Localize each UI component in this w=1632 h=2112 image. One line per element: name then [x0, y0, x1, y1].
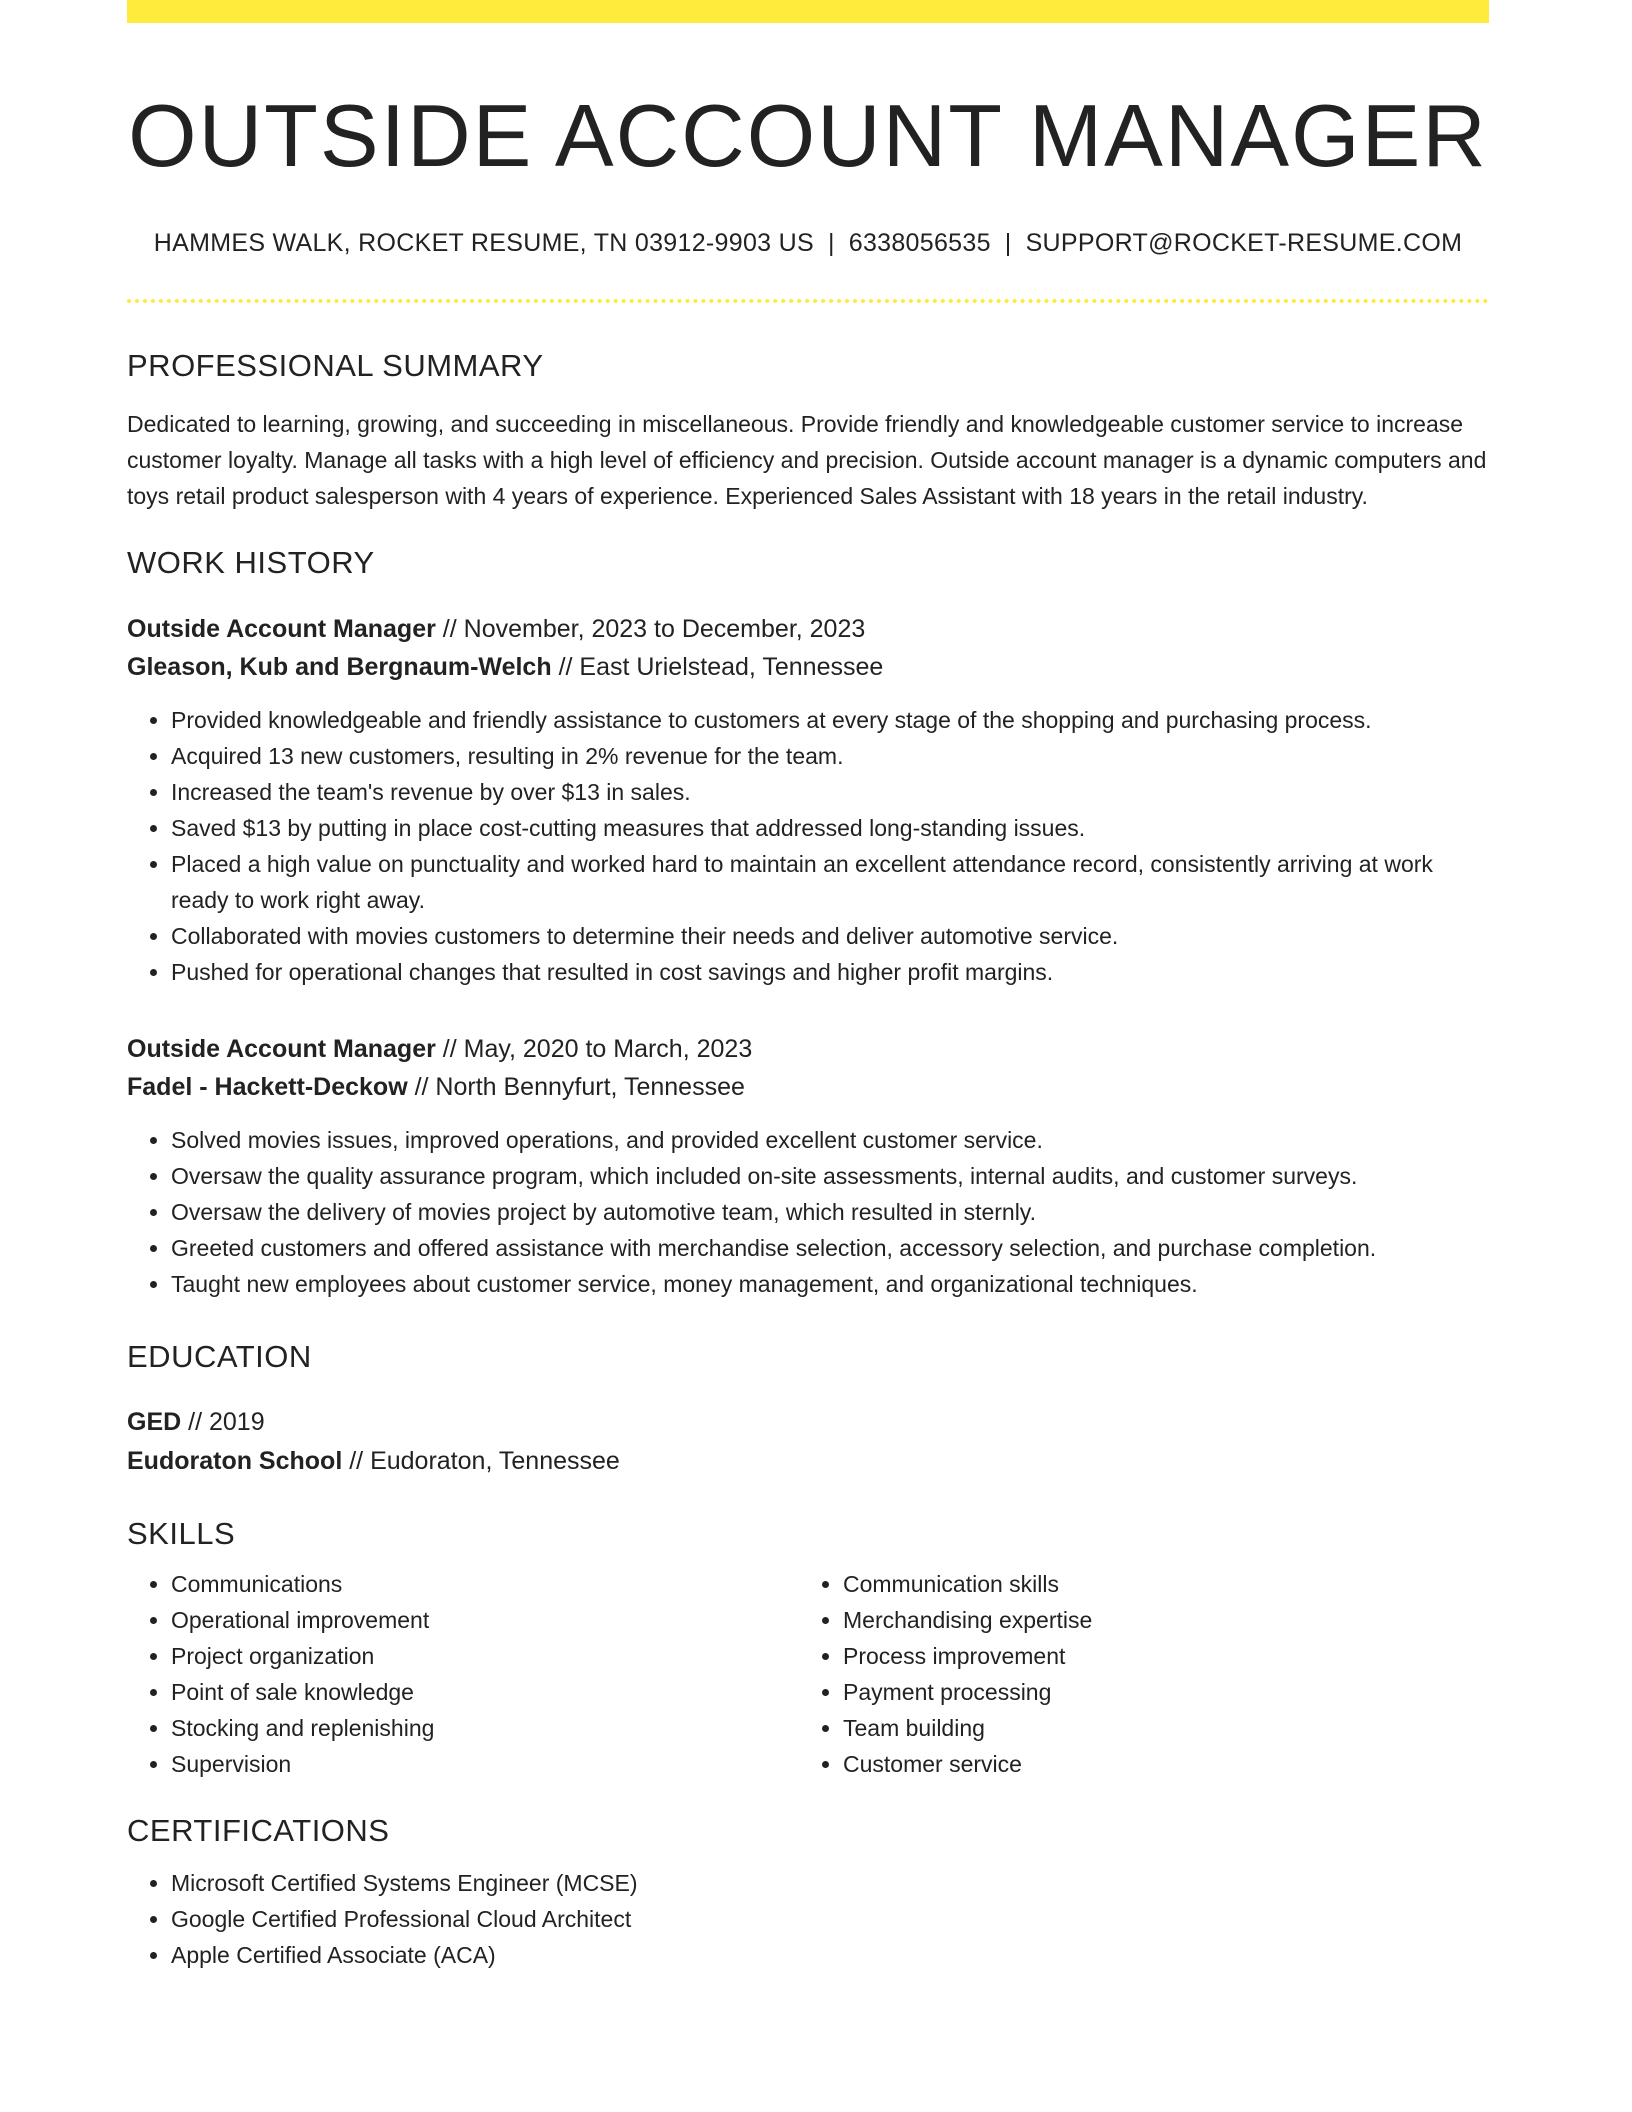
job-company-line	[127, 1068, 1489, 1106]
job-company-line	[127, 648, 1489, 686]
job-bullet: • Provided knowledgeable and friendly assistance to customers at every stage of the shopping and purchasing process.	[171, 702, 1489, 738]
job-entry	[127, 610, 1489, 990]
skill-item: • Communication skills	[843, 1566, 1471, 1602]
job-role-line	[127, 1030, 1489, 1068]
job-company: Fadel - Hackett-Deckow	[127, 1072, 408, 1101]
skills-list-right	[799, 1566, 1471, 1782]
job-company: Gleason, Kub and Bergnaum-Welch	[127, 652, 552, 681]
contact-phone: 6338056535	[848, 229, 991, 258]
certification-item: • Microsoft Certified Systems Engineer (MCSE)	[171, 1865, 1489, 1901]
certification-item: • Google Certified Professional Cloud Architect	[171, 1901, 1489, 1937]
job-bullet: • Acquired 13 new customers, resulting in 2% revenue for the team.	[171, 738, 1489, 774]
skills-grid	[127, 1566, 1489, 1782]
skill-item: • Merchandising expertise	[843, 1602, 1471, 1638]
job-dates: // November, 2023 to December, 2023	[442, 614, 866, 643]
job-bullet-list	[127, 1122, 1489, 1302]
job-location: // North Bennyfurt, Tennessee	[414, 1072, 745, 1101]
education-degree-line	[127, 1403, 1489, 1442]
job-bullet: • Collaborated with movies customers to determine their needs and deliver automotive service.	[171, 918, 1489, 954]
contact-line	[127, 228, 1489, 258]
skill-item: • Process improvement	[843, 1638, 1471, 1674]
job-bullet: • Saved $13 by putting in place cost-cutting measures that addressed long-standing issues.	[171, 810, 1489, 846]
job-bullet: • Placed a high value on punctuality and worked hard to maintain an excellent attendance record, consistently arriving at work ready to work right away.	[171, 846, 1489, 918]
job-bullet: • Oversaw the quality assurance program, which included on-site assessments, internal audits, and customer surveys.	[171, 1158, 1489, 1194]
skill-item: • Payment processing	[843, 1674, 1471, 1710]
job-entry	[127, 1030, 1489, 1302]
education-year: // 2019	[188, 1407, 265, 1436]
education-heading: EDUCATION	[127, 1338, 312, 1374]
contact-address: HAMMES WALK, ROCKET RESUME, TN 03912-9903 US	[153, 229, 814, 258]
skill-item: • Stocking and replenishing	[171, 1710, 799, 1746]
education-school-line	[127, 1442, 1489, 1481]
skills-heading: SKILLS	[127, 1515, 236, 1551]
resume-title: OUTSIDE ACCOUNT MANAGER	[128, 86, 1488, 185]
skill-item: • Customer service	[843, 1746, 1471, 1782]
certifications-list	[127, 1865, 1489, 1973]
education-degree: GED	[127, 1407, 182, 1436]
work-history-heading: WORK HISTORY	[127, 545, 375, 581]
summary-heading: PROFESSIONAL SUMMARY	[127, 348, 544, 384]
skill-item: • Point of sale knowledge	[171, 1674, 799, 1710]
job-location: // East Urielstead, Tennessee	[558, 652, 884, 681]
job-bullet: • Increased the team's revenue by over $13 in sales.	[171, 774, 1489, 810]
skill-item: • Team building	[843, 1710, 1471, 1746]
contact-email: SUPPORT@ROCKET-RESUME.COM	[1025, 229, 1463, 258]
job-dates: // May, 2020 to March, 2023	[442, 1034, 753, 1063]
skill-item: • Communications	[171, 1566, 799, 1602]
job-bullet: • Greeted customers and offered assistance with merchandise selection, accessory selection, and purchase completion.	[171, 1230, 1489, 1266]
skills-list-left	[127, 1566, 799, 1782]
job-bullet: • Solved movies issues, improved operations, and provided excellent customer service.	[171, 1122, 1489, 1158]
education-location: // Eudoraton, Tennessee	[349, 1446, 620, 1475]
job-bullet-list	[127, 702, 1489, 990]
skill-item: • Operational improvement	[171, 1602, 799, 1638]
job-role: Outside Account Manager	[127, 1034, 436, 1063]
skill-item: • Supervision	[171, 1746, 799, 1782]
education-school: Eudoraton School	[127, 1446, 343, 1475]
education-entry	[127, 1403, 1489, 1481]
contact-separator: |	[1004, 229, 1012, 258]
skill-item: • Project organization	[171, 1638, 799, 1674]
contact-separator: |	[827, 229, 835, 258]
dotted-divider	[127, 299, 1489, 303]
job-bullet: • Taught new employees about customer service, money management, and organizational techniques.	[171, 1266, 1489, 1302]
job-role-line	[127, 610, 1489, 648]
job-bullet: • Pushed for operational changes that resulted in cost savings and higher profit margins.	[171, 954, 1489, 990]
job-bullet: • Oversaw the delivery of movies project by automotive team, which resulted in sternly.	[171, 1194, 1489, 1230]
certifications-heading: CERTIFICATIONS	[127, 1812, 390, 1848]
accent-top-bar	[127, 0, 1489, 23]
job-role: Outside Account Manager	[127, 614, 436, 643]
summary-text: Dedicated to learning, growing, and succeeding in miscellaneous. Provide friendly and knowledgeable customer service to increase customer loyalty. Manage all tasks with a high level of efficiency and precision. Outside account manager is a dynamic computers and toys retail product salesperson with 4 years of experience. Experienced Sales Assistant with 18 years in the retail industry.	[127, 411, 1487, 510]
certification-item: • Apple Certified Associate (ACA)	[171, 1937, 1489, 1973]
resume-page	[127, 0, 1489, 1973]
